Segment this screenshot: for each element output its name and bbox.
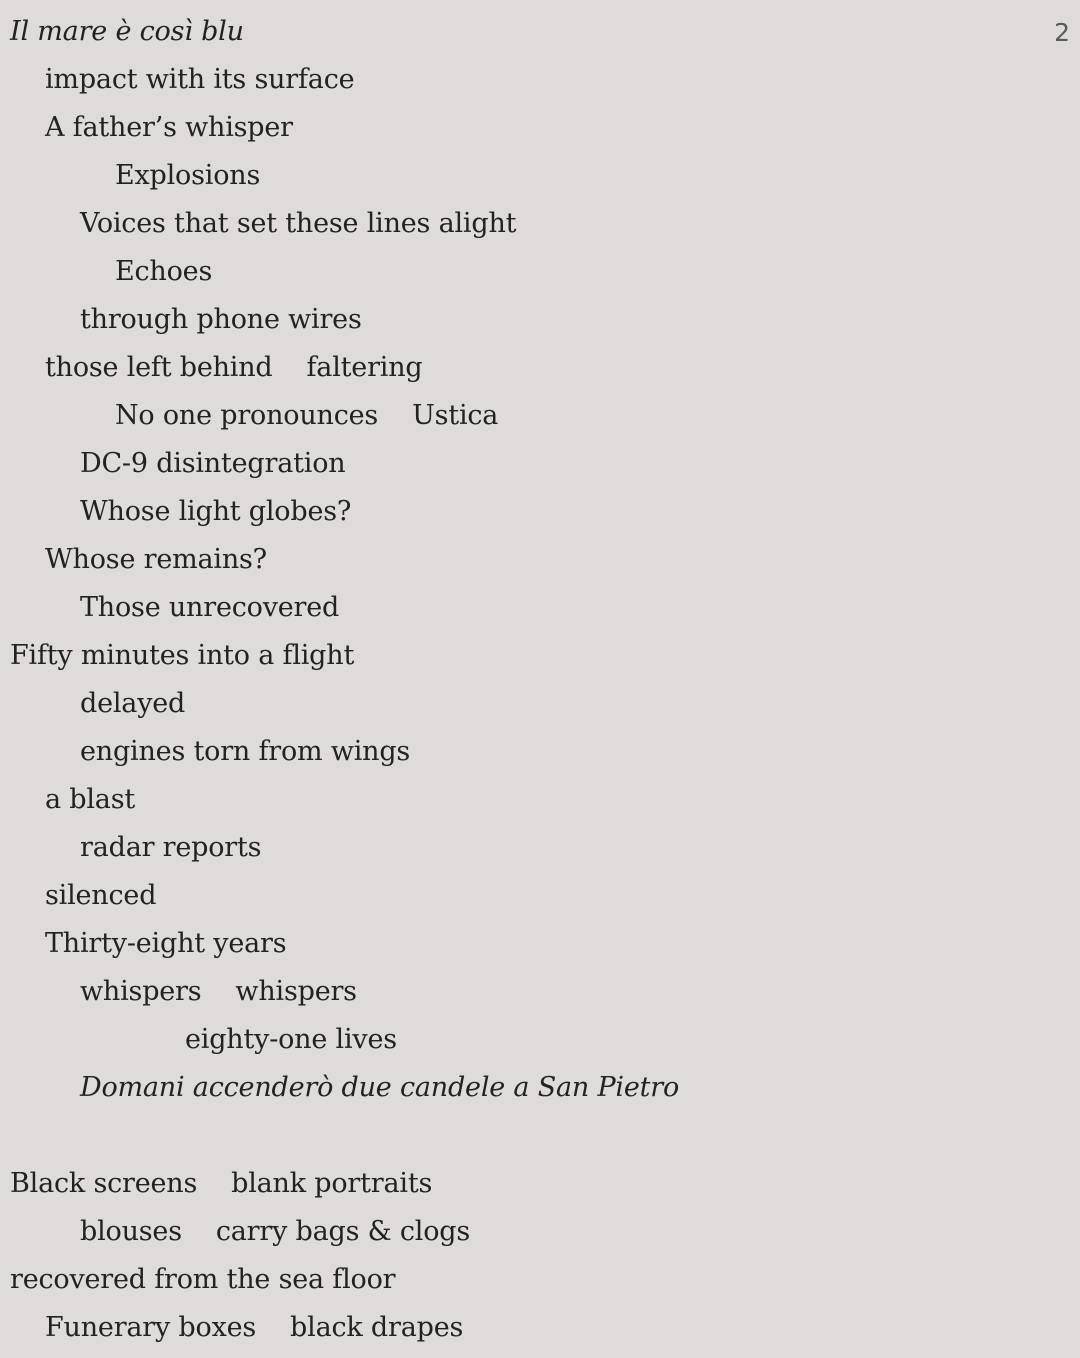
poem-line <box>10 1306 1010 1354</box>
poem-line-text: blank portraits <box>231 1168 433 1199</box>
poem-line <box>10 682 1010 730</box>
poem-line-text: eighty-one lives <box>185 1024 397 1055</box>
poem-line <box>10 58 1010 106</box>
poem-line <box>10 490 1010 538</box>
poem-line <box>10 586 1010 634</box>
poem-line-text: Thirty-eight years <box>45 928 287 959</box>
poem-line-text: whispers <box>235 976 357 1007</box>
poem-line <box>10 442 1010 490</box>
poem-line <box>10 970 1010 1018</box>
poem-line-text: silenced <box>45 880 157 911</box>
poem-line <box>10 298 1010 346</box>
poem-line <box>10 250 1010 298</box>
poem-line-text: Black screens <box>10 1168 198 1199</box>
poem-line-text: delayed <box>80 688 186 719</box>
poem-line <box>10 1162 1010 1210</box>
poem-line-text: impact with its surface <box>45 64 355 95</box>
poem-line <box>10 346 1010 394</box>
poem-line <box>10 538 1010 586</box>
poem-line <box>10 922 1010 970</box>
page-number: 2 <box>1054 18 1070 47</box>
poem-line-text: DC-9 disintegration <box>80 448 346 479</box>
poem-line <box>10 10 1010 58</box>
poem-line-text: recovered from the sea floor <box>10 1264 396 1295</box>
poem-line-text: engines torn from wings <box>80 736 411 767</box>
poem-line <box>10 1210 1010 1258</box>
poem-line <box>10 778 1010 826</box>
poem-line <box>10 730 1010 778</box>
poem-line-text: a blast <box>45 784 136 815</box>
poem-line-text: Voices that set these lines alight <box>80 208 517 239</box>
poem-line <box>10 394 1010 442</box>
poem-line <box>10 826 1010 874</box>
poem-line-text: Echoes <box>115 256 213 287</box>
poem-line-text: faltering <box>306 352 423 383</box>
poem-line-text: Whose remains? <box>45 544 267 575</box>
poem-line-text: Those unrecovered <box>80 592 340 623</box>
poem-line <box>10 634 1010 682</box>
poem-line-text: those left behind <box>45 352 273 383</box>
poem-line <box>10 106 1010 154</box>
poem-line-text: radar reports <box>80 832 262 863</box>
poem-line-text: A father’s whisper <box>45 112 293 143</box>
poem-line-text: No one pronounces <box>115 400 379 431</box>
poem-line <box>10 154 1010 202</box>
poem-line-text: through phone wires <box>80 304 362 335</box>
poem-body <box>10 10 1010 1354</box>
poem-line <box>10 202 1010 250</box>
poem-line-text: Fifty minutes into a flight <box>10 640 355 671</box>
poem-line <box>10 874 1010 922</box>
poem-line-text: black drapes <box>290 1312 464 1343</box>
poem-line-text: whispers <box>80 976 202 1007</box>
poem-line-text: Il mare è così blu <box>10 16 244 47</box>
poem-line <box>10 1066 1010 1114</box>
poem-line-text: blouses <box>80 1216 182 1247</box>
poem-line-text: Domani accenderò due candele a San Pietro <box>80 1072 680 1103</box>
poem-line-text: Funerary boxes <box>45 1312 257 1343</box>
poem-line-text: Explosions <box>115 160 261 191</box>
poem-line-text: carry bags & clogs <box>215 1216 470 1247</box>
stanza-break <box>10 1114 1010 1162</box>
poem-line <box>10 1258 1010 1306</box>
poem-line-text: Whose light globes? <box>80 496 352 527</box>
poem-line <box>10 1018 1010 1066</box>
poem-line-text: Ustica <box>412 400 499 431</box>
